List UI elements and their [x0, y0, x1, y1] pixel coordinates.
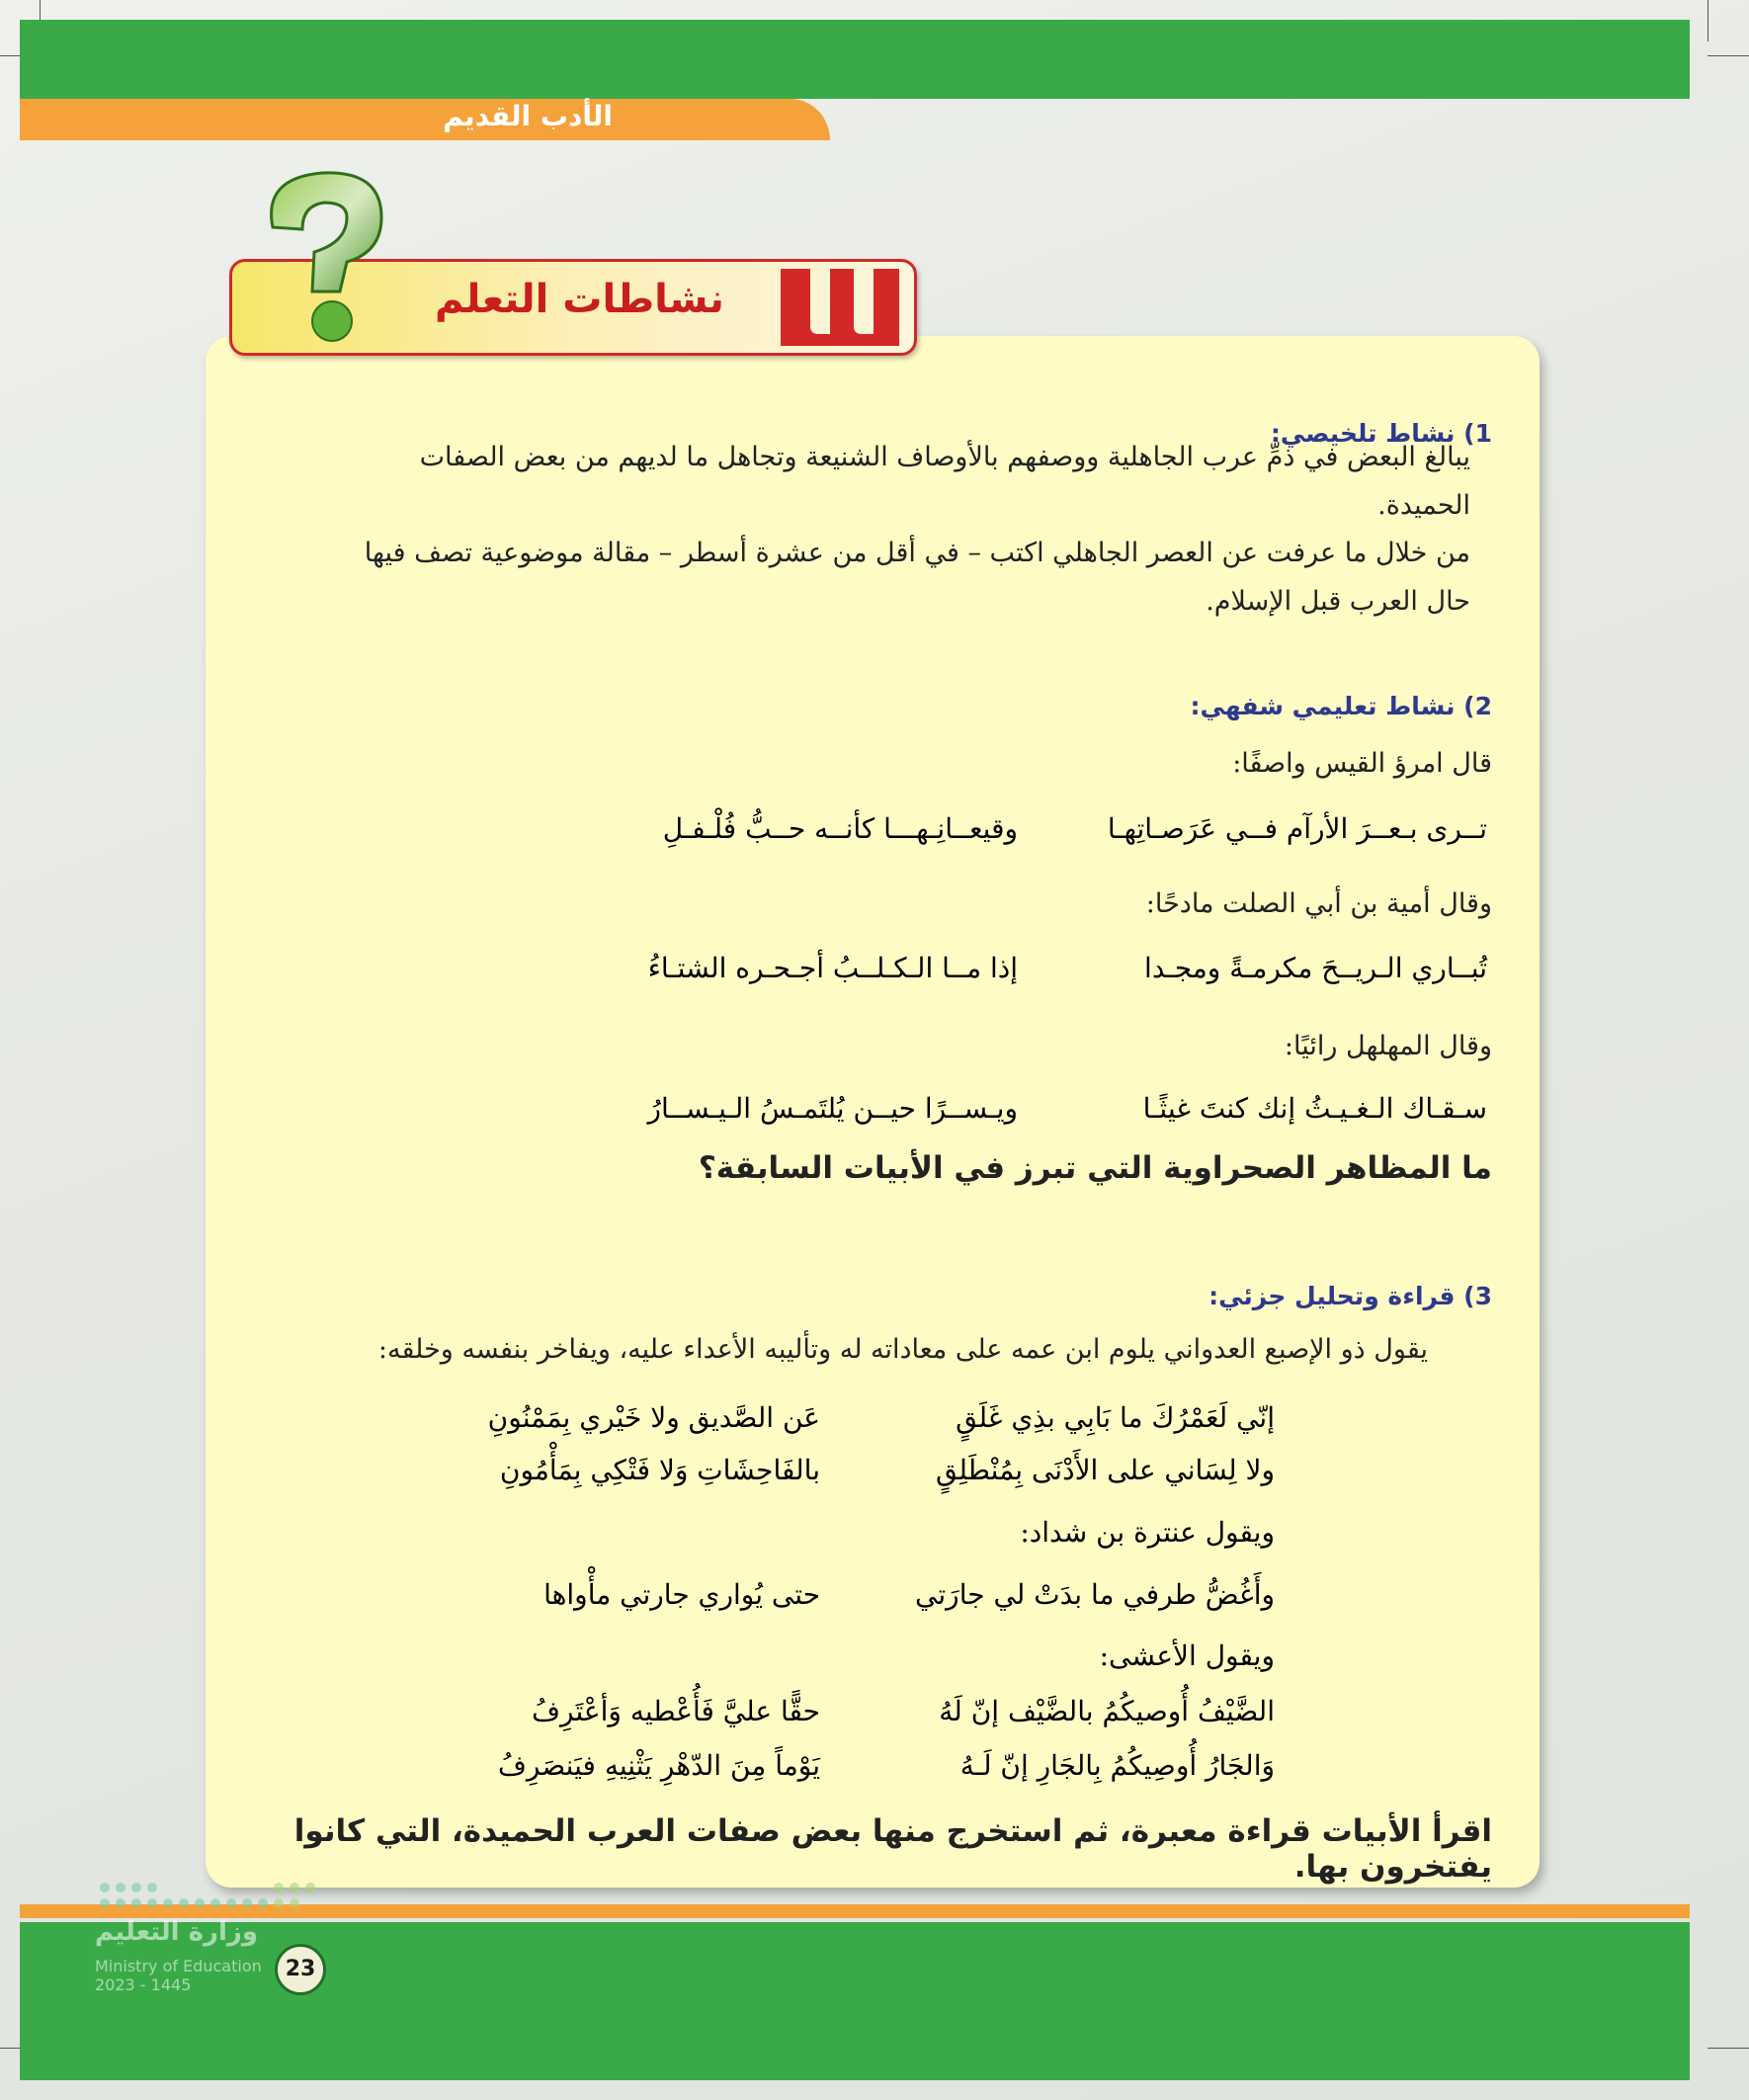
banner-title: نشاطات التعلم	[435, 277, 724, 322]
intro-dhu-al-isba: يقول ذو الإصبع العدواني يلوم ابن عمه على معاداته له وتأليبه الأعداء عليه، ويفاخر بنفسه وخلقه:	[377, 1334, 1428, 1365]
ministry-name-en-text: Ministry of Education	[95, 1957, 262, 1975]
crop-mark	[1707, 2048, 1749, 2049]
crop-mark	[1707, 55, 1749, 56]
verse-6-first-hemistich: وأَغُضُّ طرفي ما بدَتْ لي جارَتي	[915, 1578, 1275, 1611]
activity-2-question: ما المظاهر الصحراوية التي تبرز في الأبيات السابقة؟	[698, 1150, 1492, 1186]
verse-6-second-hemistich: حتى يُواري جارتي مأْواها	[543, 1578, 820, 1611]
verse-2-first-hemistich: تُبــاري الـريــحَ مكرمـةً ومجـدا	[1144, 952, 1487, 984]
verse-4-first-hemistich: إنّي لَعَمْرُكَ ما بَابِي بذِي غَلَقٍ	[956, 1401, 1275, 1434]
verse-4-second-hemistich: عَن الصَّديق ولا خَيْري بِمَمْنُونِ	[487, 1401, 820, 1434]
intro-imru-alqais: قال امرؤ القيس واصفًا:	[1232, 748, 1492, 779]
question-mark-icon	[253, 158, 401, 346]
verse-8-first-hemistich: وَالجَارُ أُوصِيكُمُ بِالجَارِ إنّ لَـهُ	[959, 1749, 1275, 1782]
verse-1-second-hemistich: وقيعــانِـهـــا كأنــه حــبُّ فُلْـفـلِ	[662, 812, 1018, 845]
intro-asha: ويقول الأعشى:	[1099, 1639, 1275, 1672]
section-tab	[20, 99, 830, 140]
activity-2-heading-wrap	[257, 692, 1492, 720]
verse-7-second-hemistich: حقًّا عليَّ فَأُعْطيه وَأعْتَرِفُ	[531, 1695, 820, 1727]
ministry-name-en	[95, 1957, 262, 1994]
verse-8-second-hemistich: يَوْماً مِنَ الدّهْرِ يَثْنِيهِ فيَنصَرِفُ	[497, 1749, 820, 1782]
red-bars-decoration	[771, 265, 939, 350]
verse-5-first-hemistich: ولا لِسَاني على الأَدْنَى بِمُنْطَلِقٍ	[936, 1454, 1275, 1486]
verse-1-first-hemistich: تــرى بـعــرَ الأرآم فــي عَرَصـاتِهـا	[1107, 812, 1487, 845]
text-line: من خلال ما عرفت عن العصر الجاهلي اكتب – في أقل من عشرة أسطر – مقالة موضوعية تصف فيها	[364, 538, 1470, 568]
crop-mark	[1707, 0, 1708, 42]
intro-muhalhil: وقال المهلهل رائيًا:	[1284, 1031, 1492, 1061]
page-number: 23	[275, 1944, 326, 1995]
verse-5-second-hemistich: بالفَاحِشَاتِ وَلا فَتْكِي بِمَأْمُونِ	[499, 1454, 820, 1486]
activity-3-heading-wrap	[257, 1282, 1492, 1310]
section-label: الأدب القديم	[443, 100, 613, 132]
activity-2-heading: 2) نشاط تعليمي شفهي:	[1190, 692, 1492, 720]
text-line: حال العرب قبل الإسلام.	[1206, 586, 1470, 617]
ministry-year: 2023 - 1445	[95, 1975, 192, 1994]
verse-2-second-hemistich: إذا مــا الـكـلــبُ أجـحـره الشتـاءُ	[647, 952, 1018, 984]
text-line: يبالغ البعض في ذمِّ عرب الجاهلية ووصفهم بالأوصاف الشنيعة وتجاهل ما لديهم من بعض الصفات	[419, 442, 1470, 472]
intro-umayya: وقال أمية بن أبي الصلت مادحًا:	[1145, 888, 1492, 919]
text-line: الحميدة.	[1377, 490, 1470, 521]
verse-7-first-hemistich: الضَّيْفُ أُوصيكُمُ بالضَّيْف إنّ لَهُ	[939, 1695, 1275, 1727]
ministry-name-ar: وزارة التعليم	[95, 1917, 258, 1947]
activity-3-heading: 3) قراءة وتحليل جزئي:	[1208, 1282, 1492, 1310]
verse-3-first-hemistich: سـقـاك الـغـيـثُ إنك كنتَ غيثًـا	[1142, 1092, 1487, 1125]
activity-3-task: اقرأ الأبيات قراءة معبرة، ثم استخرج منها بعض صفات العرب الحميدة، التي كانوا يفتخرون بها.	[293, 1813, 1492, 1885]
activity-1-para-2	[257, 529, 1492, 626]
activity-1-para-1	[257, 433, 1492, 530]
intro-antara: ويقول عنترة بن شداد:	[1020, 1516, 1275, 1549]
verse-3-second-hemistich: ويـســرًا حيــن يُلتَمـسُ الـيـســارُ	[647, 1092, 1018, 1125]
top-green-band	[20, 20, 1690, 99]
activity-1-heading: 1) نشاط تلخيصي:	[1270, 419, 1492, 448]
